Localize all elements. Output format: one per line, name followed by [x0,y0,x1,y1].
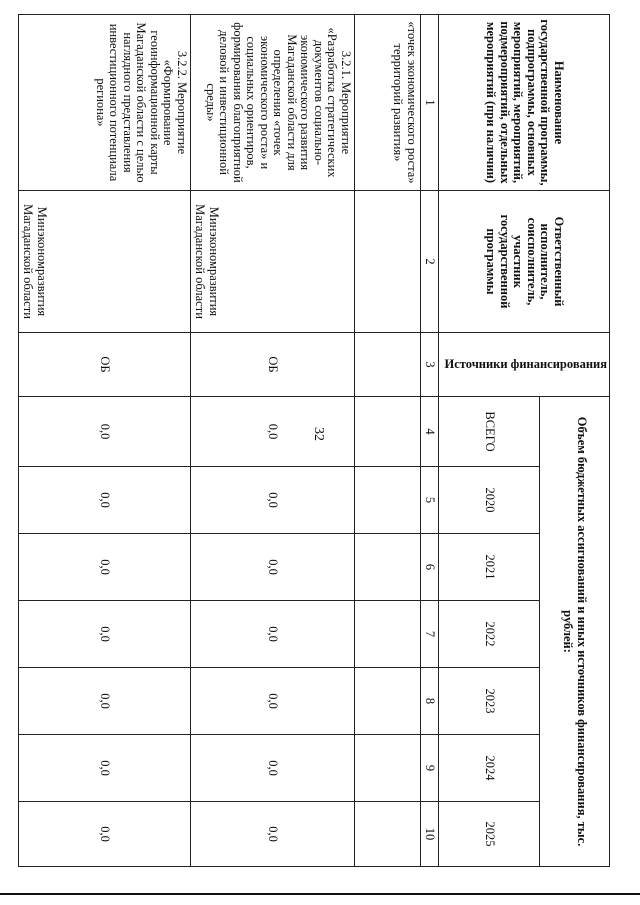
header-year-2023: 2023 [439,668,540,735]
row-name: «точек экономического роста» территорий развития» [354,15,420,191]
row-value [354,534,420,601]
column-number: 2 [420,191,439,333]
column-number: 1 [420,15,439,191]
row-value: 0,0 [18,668,190,735]
header-name: Наименование государственной программы, подпрограммы, основных мероприятий, мероприятий, подмероприятий, отдельных мероприятий (при наличии) [439,15,610,191]
column-number: 4 [420,397,439,467]
row-value: 0,0 [190,668,354,735]
row-value: 0,0 [190,601,354,668]
header-year-2025: 2025 [439,802,540,867]
rotated-page [21,14,610,866]
row-value [354,601,420,668]
row-value [354,735,420,802]
table-row [354,15,420,867]
header-year-2021: 2021 [439,534,540,601]
row-executor [354,191,420,333]
column-number: 5 [420,467,439,534]
row-value: 0,0 [18,735,190,802]
header-year-2020: 2020 [439,467,540,534]
column-number: 6 [420,534,439,601]
row-value [354,397,420,467]
bottom-divider [0,893,640,895]
table-row [190,15,354,867]
header-executor: Ответственный исполнитель, соисполнитель, участник государственной программы [439,191,610,333]
column-number: 7 [420,601,439,668]
row-value [354,467,420,534]
row-value: 0,0 [18,467,190,534]
row-value: 0,0 [190,802,354,867]
row-value: 0,0 [190,397,354,467]
header-source [439,333,610,397]
page-number: 32 [311,427,326,441]
financing-table [18,14,610,867]
landscape-table-container [21,14,610,866]
row-value: 0,0 [18,802,190,867]
row-source: ОБ [18,333,190,397]
column-number: 9 [420,735,439,802]
column-number: 3 [420,333,439,397]
row-value: 0,0 [190,534,354,601]
row-executor: Минэкономразвития Магаданской области [190,191,354,333]
row-value: 0,0 [18,601,190,668]
row-value [354,802,420,867]
column-number: 8 [420,668,439,735]
header-year-2024: 2024 [439,735,540,802]
table-row [18,15,190,867]
header-funding: Объем бюджетных ассигнований и иных источников финансирования, тыс. рублей: [539,397,609,867]
column-number: 10 [420,802,439,867]
header-source-text: Источники финансирования [444,356,607,371]
row-value: 0,0 [190,467,354,534]
row-name: 3.2.1. Мероприятие «Разработка стратегических документов социально-экономического развития Магаданской области для определения «точек экономического роста» и социальных ориентиров, формирования благоприятной деловой и инвестиционной среды» [190,15,354,191]
row-source: ОБ [190,333,354,397]
row-value: 0,0 [18,534,190,601]
row-name: 3.2.2. Мероприятие «Формирование геоинформационной карты Магаданской области с целью наглядного представления инвестиционного потенциала региона» [18,15,190,191]
header-year-2022: 2022 [439,601,540,668]
row-source [354,333,420,397]
header-year-total: ВСЕГО [439,397,540,467]
row-value [354,668,420,735]
row-value: 0,0 [18,397,190,467]
row-value: 0,0 [190,735,354,802]
row-executor: Минэкономразвития Магаданской области [18,191,190,333]
